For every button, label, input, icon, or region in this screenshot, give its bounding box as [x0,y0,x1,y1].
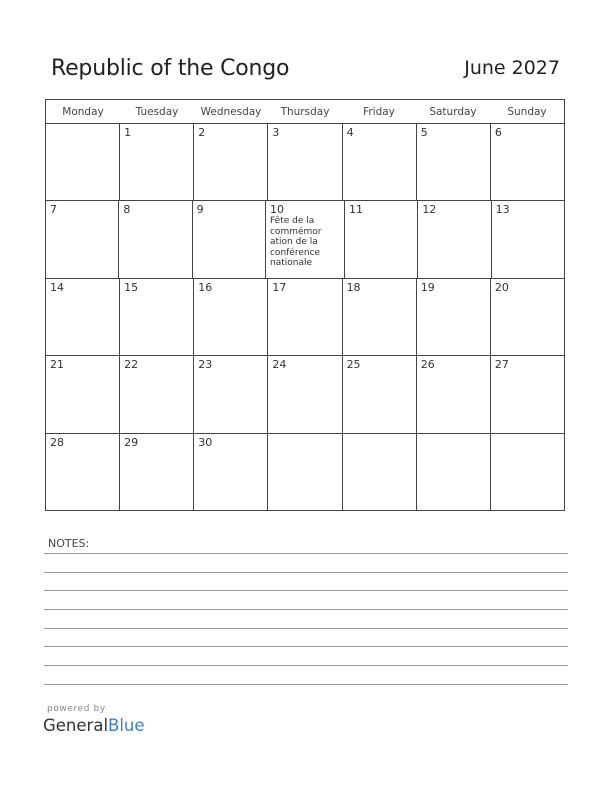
day-cell [417,124,491,200]
day-number: 1 [124,126,132,139]
logo-blue-text: Blue [108,716,145,735]
day-cell [343,434,417,511]
day-number: 21 [50,358,64,372]
day-cell [268,124,342,200]
day-number: 22 [124,358,139,372]
day-cell [46,279,120,355]
day-cell [491,434,564,511]
day-cell [491,356,564,432]
day-cell [266,201,345,277]
note-line [44,665,568,666]
day-number: 7 [50,203,57,217]
weekday-label: Thursday [280,106,330,118]
calendar-week-row [46,279,564,356]
day-cell [193,201,266,277]
day-number: 28 [50,435,64,449]
day-number: 17 [272,280,287,294]
day-number: 13 [495,203,510,217]
note-line [44,572,568,573]
day-cell [120,279,194,355]
day-number: 11 [348,203,363,217]
note-line [44,609,568,610]
day-number: 14 [50,280,64,294]
day-cell [268,279,342,355]
day-number: 30 [198,435,213,449]
day-cell [417,434,491,511]
day-cell [417,356,491,432]
day-number: 20 [494,280,509,294]
day-cell [119,201,192,277]
day-cell [120,356,194,432]
day-number: 4 [346,126,354,139]
note-line [44,684,568,685]
page-title: Republic of the Congo [51,56,290,81]
note-line [44,628,568,629]
weekday-label: Saturday [429,106,477,118]
day-cell [120,434,194,511]
day-cell [194,124,268,200]
day-cell [491,124,564,200]
day-number: 8 [123,203,131,217]
day-number: 18 [346,280,361,294]
day-cell [343,279,417,355]
day-number: 24 [272,358,287,372]
calendar-grid [45,99,565,511]
calendar-week-row [46,124,564,201]
day-cell [417,279,491,355]
day-cell [46,356,120,432]
day-cell [194,356,268,432]
day-number: 29 [124,435,139,449]
note-line [44,590,568,591]
holiday-event: Fête de la commémor ation de la conférence nationale [269,216,322,269]
weekday-header [46,100,564,124]
day-number: 26 [420,358,435,372]
day-cell [46,434,120,511]
month-label: June 2027 [464,57,560,79]
day-number: 5 [420,126,428,139]
day-cell [492,201,564,277]
notes-label: NOTES: [48,537,90,550]
day-number: 6 [494,126,502,139]
day-number: 15 [124,280,139,294]
day-cell [343,124,417,200]
day-cell [46,201,119,277]
day-number: 19 [420,280,435,294]
weekday-label: Sunday [507,106,547,118]
day-number: 9 [196,203,204,217]
day-cell [418,201,491,277]
day-number: 12 [422,203,437,217]
day-cell [268,434,342,511]
day-number: 2 [198,126,206,139]
powered-by-text: powered by [47,704,106,714]
day-number: 23 [198,358,213,372]
day-cell [345,201,418,277]
generalblue-logo [43,716,145,735]
weekday-label: Monday [62,106,104,118]
weekday-label: Friday [363,106,395,118]
day-cell [120,124,194,200]
weekday-label: Tuesday [135,106,179,118]
calendar-week-row [46,201,564,278]
calendar-week-row [46,356,564,433]
weekday-label: Wednesday [200,106,262,118]
day-number: 16 [198,280,213,294]
note-line [44,646,568,647]
note-line [44,553,568,554]
day-number: 10 [269,203,284,217]
day-number: 3 [272,126,280,139]
day-cell [268,356,342,432]
day-number: 27 [494,358,509,372]
day-cell [491,279,564,355]
day-number: 25 [346,358,361,372]
day-cell [194,279,268,355]
logo-general-text: General [43,716,109,735]
calendar-weeks [46,124,564,511]
day-cell [46,124,120,200]
day-cell [194,434,268,511]
calendar-week-row [46,434,564,511]
day-cell [343,356,417,432]
